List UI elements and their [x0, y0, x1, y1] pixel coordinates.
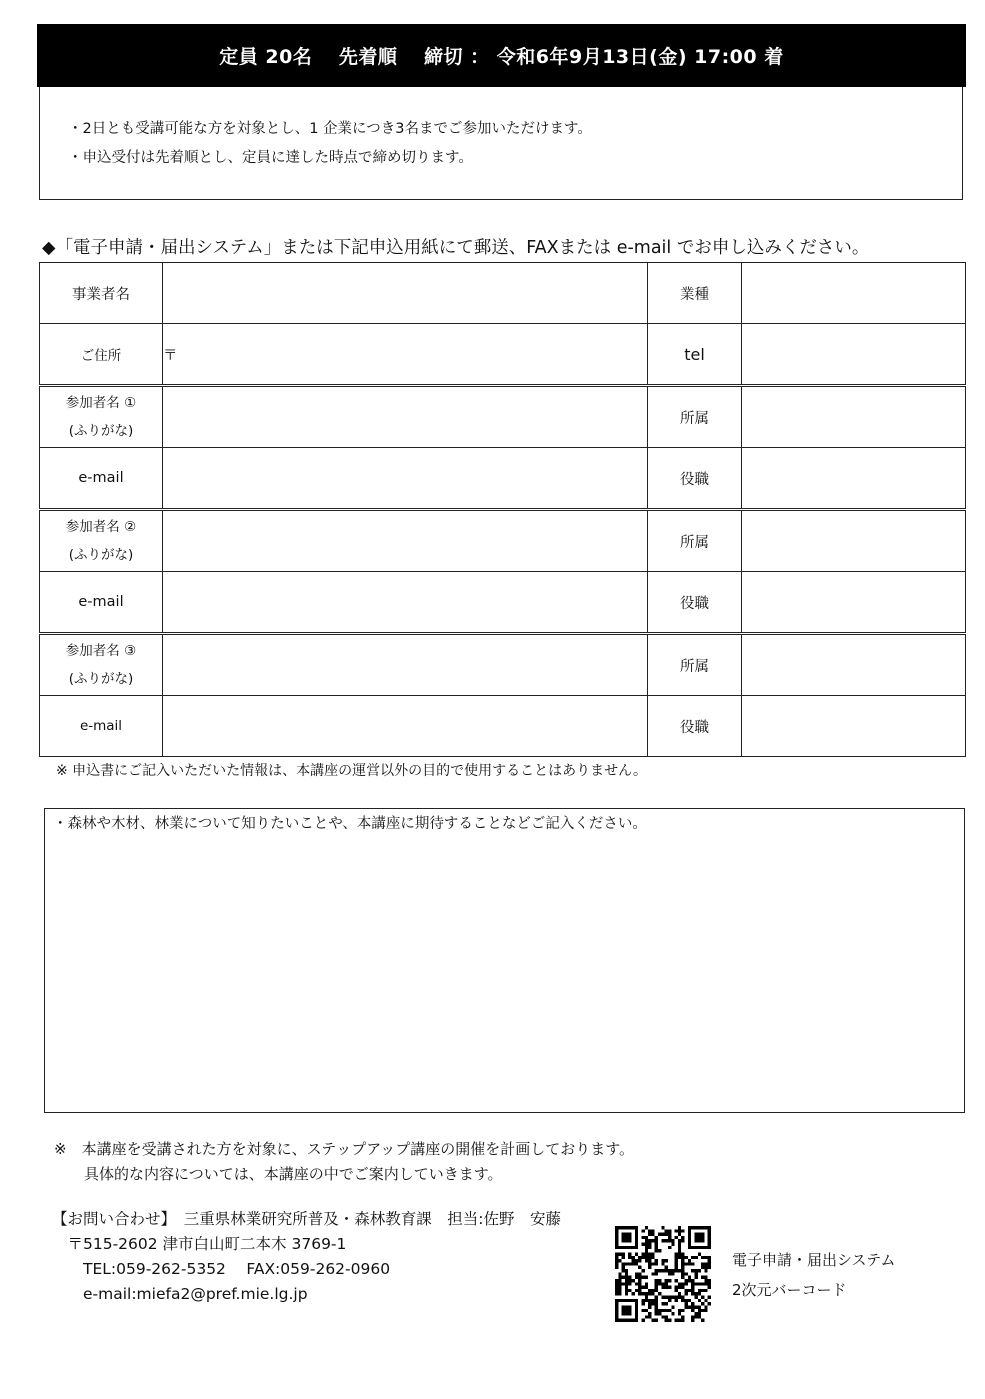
contact-info — [52, 1207, 561, 1307]
qr-caption — [732, 1245, 896, 1305]
participant-2-affiliation-label: 所属 — [648, 510, 742, 572]
tel-field[interactable] — [742, 324, 966, 386]
participant-2-email-label: e-mail — [40, 572, 163, 634]
participant-3-affiliation-field[interactable] — [742, 634, 966, 696]
table-row — [40, 324, 966, 386]
participant-1-email-label: e-mail — [40, 448, 163, 510]
participant-2-affiliation-field[interactable] — [742, 510, 966, 572]
participant-3-affiliation-label: 所属 — [648, 634, 742, 696]
participant-1-email-field[interactable] — [163, 448, 648, 510]
postal-mark: 〒 — [163, 347, 178, 364]
table-row — [40, 510, 966, 572]
participant-2-name-label — [40, 510, 163, 572]
application-form-table — [39, 262, 966, 757]
participant-2-email-field[interactable] — [163, 572, 648, 634]
participant-1-position-label: 役職 — [648, 448, 742, 510]
address-label: ご住所 — [40, 324, 163, 386]
table-row — [40, 448, 966, 510]
participant-2-name-text: 参加者名 ② — [65, 519, 137, 535]
qr-code-icon[interactable] — [615, 1226, 711, 1322]
participant-3-furigana-text: (ふりがな) — [68, 671, 134, 687]
contact-line-4: e-mail:miefa2@pref.mie.lg.jp — [52, 1285, 308, 1303]
participant-1-affiliation-label: 所属 — [648, 386, 742, 448]
table-row — [40, 572, 966, 634]
participant-1-name-text: 参加者名 ① — [65, 395, 137, 411]
participant-3-name-field[interactable] — [163, 634, 648, 696]
qr-caption-line-1: 電子申請・届出システム — [732, 1251, 896, 1269]
participant-3-email-field[interactable] — [163, 696, 648, 757]
qr-caption-line-2: 2次元バーコード — [732, 1281, 847, 1299]
participant-1-name-field[interactable] — [163, 386, 648, 448]
participant-2-furigana-text: (ふりがな) — [68, 547, 134, 563]
table-row — [40, 696, 966, 757]
followup-line-2: 具体的な内容については、本講座の中でご案内していきます。 — [54, 1165, 503, 1183]
industry-field[interactable] — [742, 263, 966, 324]
capacity-deadline-banner: 定員 20名 先着順 締切 ： 令和6年9月13日(金) 17:00 着 — [37, 24, 966, 87]
contact-line-3: TEL:059-262-5352 FAX:059-262-0960 — [52, 1260, 391, 1278]
participant-3-name-text: 参加者名 ③ — [65, 643, 137, 659]
participant-3-email-label: e-mail — [40, 696, 163, 757]
participant-1-position-field[interactable] — [742, 448, 966, 510]
application-method-heading: ◆「電子申請・届出システム」または下記申込用紙にて郵送、FAXまたは e-mail でお申し込みください。 — [42, 238, 870, 258]
privacy-note: ※ 申込書にご記入いただいた情報は、本講座の運営以外の目的で使用することはありません。 — [56, 763, 648, 779]
industry-label: 業種 — [648, 263, 742, 324]
participant-2-name-field[interactable] — [163, 510, 648, 572]
contact-line-2: 〒515-2602 津市白山町二本木 3769-1 — [52, 1235, 347, 1253]
comment-box[interactable] — [44, 808, 965, 1113]
table-row — [40, 634, 966, 696]
participant-3-name-label — [40, 634, 163, 696]
table-row — [40, 386, 966, 448]
business-name-field[interactable] — [163, 263, 648, 324]
participant-2-position-label: 役職 — [648, 572, 742, 634]
followup-note — [54, 1137, 634, 1187]
participant-3-position-label: 役職 — [648, 696, 742, 757]
participant-2-position-field[interactable] — [742, 572, 966, 634]
notice-line-2: ・申込受付は先着順とし、定員に達した時点で締め切ります。 — [68, 150, 473, 166]
eligibility-notice — [39, 87, 963, 200]
participant-3-position-field[interactable] — [742, 696, 966, 757]
address-field[interactable] — [163, 324, 648, 386]
table-row — [40, 263, 966, 324]
business-name-label: 事業者名 — [40, 263, 163, 324]
notice-line-1: ・2日とも受講可能な方を対象とし、1 企業につき3名までご参加いただけます。 — [68, 121, 592, 137]
participant-1-furigana-text: (ふりがな) — [68, 423, 134, 439]
tel-label: tel — [648, 324, 742, 386]
contact-line-1: 【お問い合わせ】 三重県林業研究所普及・森林教育課 担当:佐野 安藤 — [52, 1210, 561, 1228]
comment-prompt: ・森林や木材、林業について知りたいことや、本講座に期待することなどご記入ください。 — [53, 816, 647, 832]
participant-1-affiliation-field[interactable] — [742, 386, 966, 448]
followup-line-1: ※ 本講座を受講された方を対象に、ステップアップ講座の開催を計画しております。 — [54, 1140, 635, 1158]
participant-1-name-label — [40, 386, 163, 448]
